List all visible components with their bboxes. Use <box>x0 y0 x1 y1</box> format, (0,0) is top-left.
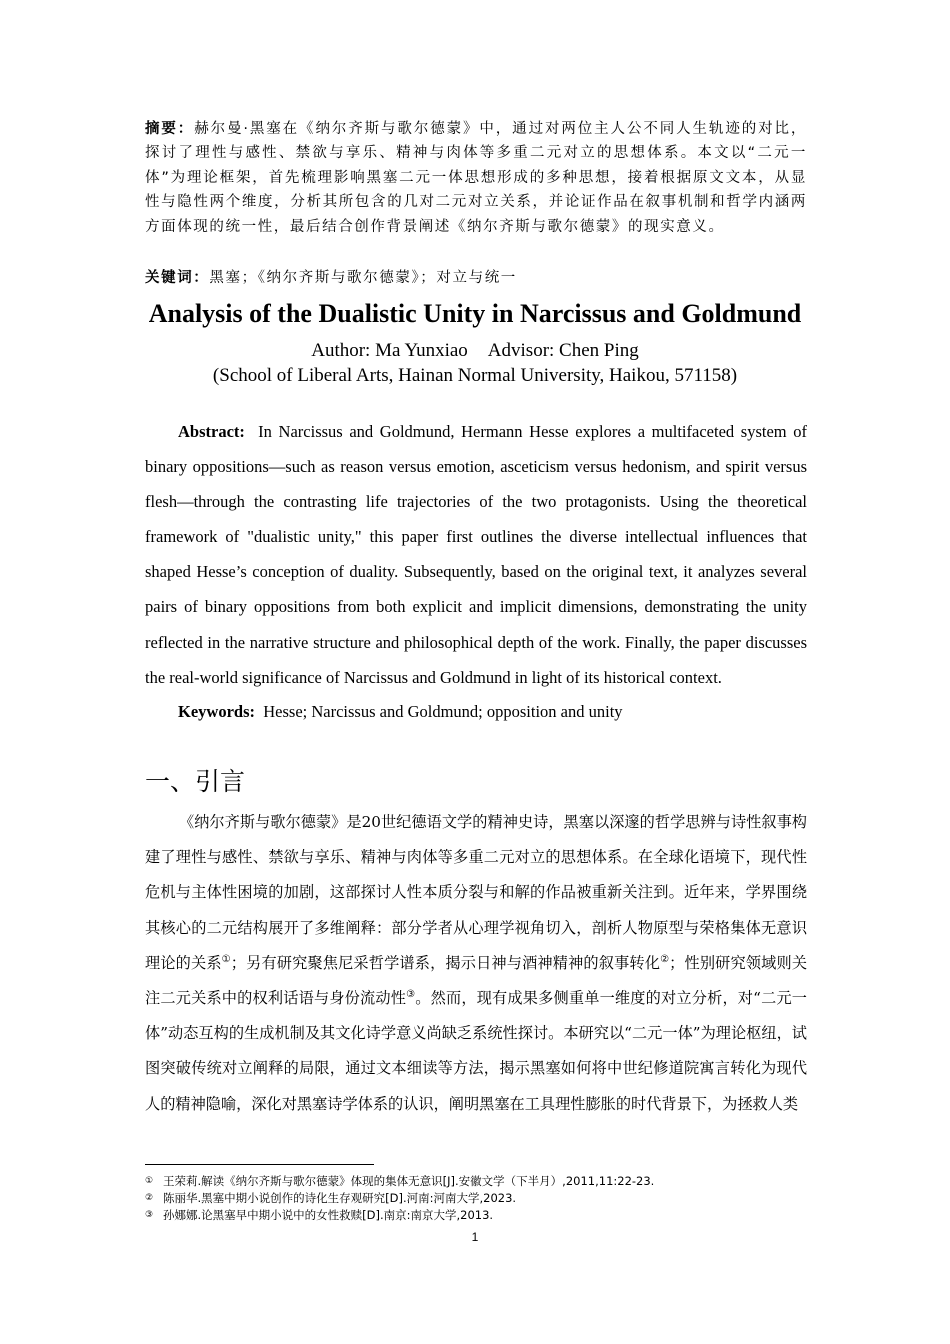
footnote-item <box>145 1190 845 1207</box>
footnote-item <box>145 1173 845 1190</box>
footnote-item <box>145 1207 845 1224</box>
author-name: Author: Ma Yunxiao <box>311 340 468 361</box>
footnote-ref-1[interactable]: ① <box>221 953 231 965</box>
chinese-abstract <box>145 117 807 239</box>
footnote-separator <box>145 1164 374 1165</box>
english-keywords-label: Keywords: <box>178 702 255 721</box>
body-text-1: 《纳尔齐斯与歌尔德蒙》是20世纪德语文学的精神史诗，黑塞以深邃的哲学思辨与诗性叙事构建了理性与感性、禁欲与享乐、精神与肉体等多重二元对立的思想体系。在全球化语境下，现代性危机与主体性困境的加剧，这部探讨人性本质分裂与和解的作品被重新关注到。近年来，学界围绕其核心的二元结构展开了多维阐释：部分学者从心理学视角切入，剖析人物原型与荣格集体无意识理论的关系 <box>145 813 807 972</box>
english-title: Analysis of the Dualistic Unity in Narcissus and Goldmund <box>148 299 802 328</box>
chinese-keywords-label: 关键词： <box>145 270 210 286</box>
chinese-abstract-text: 赫尔曼·黑塞在《纳尔齐斯与歌尔德蒙》中，通过对两位主人公不同人生轨迹的对比，探讨了理性与感性、禁欲与享乐、精神与肉体等多重二元对立的思想体系。本文以“二元一体”为理论框架，首先梳理影响黑塞二元一体思想形成的多种思想，接着根据原文文本，从显性与隐性两个维度，分析其所包含的几对二元对立关系，并论证作品在叙事机制和哲学内涵两方面体现的统一性，最后结合创作背景阐述《纳尔齐斯与歌尔德蒙》的现实意义。 <box>145 121 807 235</box>
body-text-2: ；另有研究聚焦尼采哲学谱系，揭示日神与酒神精神的叙事转化 <box>230 953 661 972</box>
footnote-list <box>145 1173 845 1224</box>
english-keywords <box>145 697 807 727</box>
author-line <box>0 339 950 363</box>
footnote-mark: ③ <box>145 1210 154 1220</box>
footnote-text: 王荣莉.解读《纳尔齐斯与歌尔德蒙》体现的集体无意识[J].安徽文学（下半月）,2011,11:22-23. <box>163 1174 655 1188</box>
page-number: 1 <box>471 1230 479 1244</box>
chinese-keywords-text: 黑塞；《纳尔齐斯与歌尔德蒙》；对立与统一 <box>209 270 517 286</box>
english-keywords-text: Hesse; Narcissus and Goldmund; opposition and unity <box>263 702 623 721</box>
chinese-abstract-label: 摘要： <box>145 121 195 137</box>
body-text-4: 。然而，现有成果多侧重单一维度的对立分析，对“二元一体”动态互构的生成机制及其文化诗学意义尚缺乏系统性探讨。本研究以“二元一体”为理论枢纽，试图突破传统对立阐释的局限，通过文本细读等方法，揭示黑塞如何将中世纪修道院寓言转化为现代人的精神隐喻，深化对黑塞诗学体系的认识，阐明黑塞在工具理性膨胀的时代背景下，为拯救人类 <box>145 989 807 1113</box>
footnote-mark: ① <box>145 1176 154 1186</box>
advisor-name: Advisor: Chen Ping <box>487 340 639 361</box>
body-text-3: ；性别研究领域则关注二元关系中的权利话语与身份流动性 <box>145 953 808 1008</box>
body-paragraph <box>145 805 807 1122</box>
chinese-keywords <box>145 266 807 290</box>
footnote-mark: ② <box>145 1193 154 1203</box>
english-abstract-label: Abstract: <box>178 422 245 441</box>
footnote-text: 孙娜娜.论黑塞早中期小说中的女性救赎[D].南京:南京大学,2013. <box>163 1208 494 1222</box>
footnote-ref-3[interactable]: ③ <box>406 988 416 1000</box>
english-abstract-text: In Narcissus and Goldmund, Hermann Hesse explores a multifaceted system of binary oppositions—such as reason versus emotion, asceticism versus hedonism, and spirit versus flesh—through the contrasting life trajectories of the two protagonists. Using the theoretical framework of "dualistic unity," this paper first outlines the diverse intellectual influences that shaped Hesse’s conception of duality. Subsequently, based on the original text, it analyzes several pairs of binary oppositions from both explicit and implicit dimensions, demonstrating the unity reflected in the narrative structure and philosophical depth of the work. Finally, the paper discusses the real-world significance of Narcissus and Goldmund in light of its historical context. <box>145 422 807 687</box>
affiliation: (School of Liberal Arts, Hainan Normal University, Haikou, 571158) <box>212 365 738 386</box>
english-abstract <box>145 414 807 695</box>
section-heading: 一、引言 <box>145 767 246 796</box>
footnote-text: 陈丽华.黑塞中期小说创作的诗化生存观研究[D].河南:河南大学,2023. <box>163 1191 517 1205</box>
footnote-ref-2[interactable]: ② <box>660 953 670 965</box>
